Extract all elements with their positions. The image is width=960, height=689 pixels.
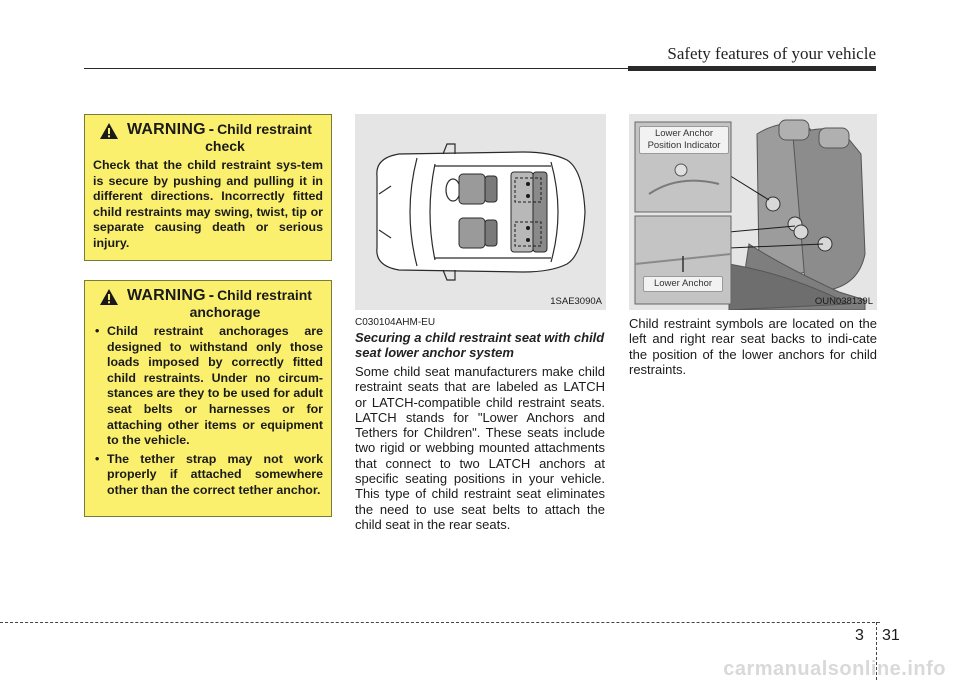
car-top-view-figure — [355, 114, 606, 310]
warning-label: WARNING — [127, 121, 206, 138]
running-header-title: Safety features of your vehicle — [667, 44, 876, 63]
warning-triangle-icon — [99, 288, 119, 306]
chapter-number: 3 — [855, 627, 864, 644]
warning-dash: - — [208, 287, 215, 304]
warning-dash: - — [208, 121, 215, 138]
warning-label: WARNING — [127, 287, 206, 304]
section-code: C030104AHM-EU — [355, 317, 436, 328]
lower-anchor-callout: Lower Anchor — [643, 276, 723, 292]
rear-seat-anchor-figure — [629, 114, 877, 310]
right-column-paragraph: Child restraint symbols are located on the left and right rear seat backs to indi-cate the position of the lower anchors for child restraints. — [629, 316, 877, 377]
lower-anchor-indicator-callout: Lower Anchor Position Indicator — [639, 126, 729, 154]
warning-bullet: • Child restraint anchorages are designed to withstand only those loads imposed by correctly fitted child restraints. Under no circum-stances are they to be used for adult seat belts or harnesses or for attaching other items or equipment to the vehicle. — [93, 324, 323, 449]
section-title: Securing a child restraint seat with child seat lower anchor system — [355, 330, 605, 360]
footer-rule — [0, 622, 880, 623]
warning-topic-line2: check — [205, 138, 245, 154]
warning-heading — [93, 121, 323, 154]
warning-topic-line2: anchorage — [189, 304, 261, 320]
warning-bullet-list — [93, 324, 323, 499]
figure-code: OUN038139L — [814, 296, 873, 307]
warning-topic: Child restraint — [217, 121, 312, 137]
car-top-view-illustration — [355, 114, 606, 310]
page-number: 31 — [882, 627, 900, 644]
warning-box-restraint-anchorage — [84, 280, 332, 517]
warning-heading — [93, 287, 323, 320]
figure-code: 1SAE3090A — [550, 296, 602, 307]
warning-triangle-icon — [99, 122, 119, 140]
section-paragraph: Some child seat manufacturers make child restraint seats that are labeled as LATCH or LATCH-compatible child restraint seats. LATCH stands for "Lower Anchors and Tethers for Children". These seats include two rigid or webbing mounted attachments that connect to two LATCH anchors at specific seating positions in your vehicle. This type of child restraint seat eliminates the need to use seat belts to attach the child seat in the rear seats. — [355, 364, 605, 532]
watermark: carmanualsonline.info — [723, 658, 946, 680]
warning-box-restraint-check — [84, 114, 332, 261]
warning-bullet: • The tether strap may not work properly if attached somewhere other than the correct tether anchor. — [93, 452, 323, 499]
warning-topic: Child restraint — [217, 287, 312, 303]
warning-body: Check that the child restraint sys-tem is secure by pushing and pulling it in different directions. Incorrectly fitted child restraints may swing, twist, tip or separate causing death or serious injury. — [93, 158, 323, 250]
header-rule-bar — [628, 66, 876, 71]
